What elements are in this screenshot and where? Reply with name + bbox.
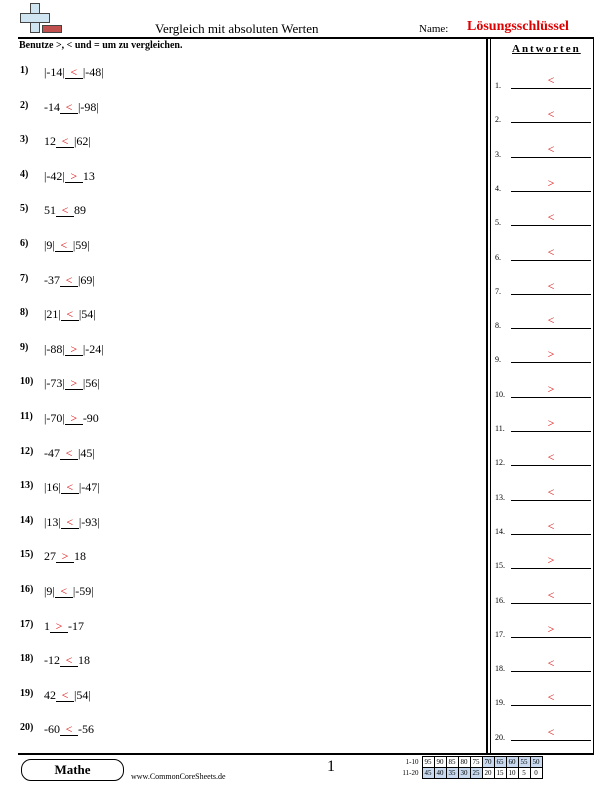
problem-number: 10) <box>20 376 34 388</box>
problem-number: 8) <box>20 307 29 319</box>
answer-number: 6. <box>495 252 501 262</box>
answer-value: < <box>547 107 555 122</box>
answer-line <box>511 568 591 569</box>
answer-number: 19. <box>495 698 505 708</box>
problem-left-value: 1 <box>44 618 50 633</box>
answer-value: > <box>547 175 555 190</box>
problem-number: 11) <box>20 411 33 422</box>
answer-line <box>511 191 591 192</box>
problem-left-value: |-42| <box>44 168 65 183</box>
problem-answer-blank: < <box>60 274 78 287</box>
site-url: www.CommonCoreSheets.de <box>131 772 226 781</box>
problem-number: 18) <box>20 653 34 665</box>
problem-right-value: |62| <box>74 134 91 149</box>
problem-expression <box>44 480 100 495</box>
answer-line <box>511 431 591 432</box>
problem-left-value: 51 <box>44 203 56 218</box>
answer-value: > <box>547 347 555 362</box>
answer-line <box>511 122 591 123</box>
plus-minus-logo-icon <box>18 3 62 37</box>
score-cell: 50 <box>530 757 542 768</box>
subject-badge: Mathe <box>21 759 124 781</box>
problem-right-value: 18 <box>74 549 86 564</box>
header-divider <box>18 37 594 39</box>
answer-value: < <box>547 724 555 739</box>
problem-expression <box>44 169 95 184</box>
problem-answer-blank: < <box>60 654 78 667</box>
answer-number: 17. <box>495 629 505 639</box>
answer-value: < <box>547 690 555 705</box>
problem-number: 5) <box>20 203 29 215</box>
answer-number: 9. <box>495 355 501 365</box>
answer-value: > <box>547 621 555 636</box>
problem-right-value: |69| <box>78 272 95 287</box>
problem-right-value: |-24| <box>82 341 104 356</box>
problem-right-value: 13 <box>82 168 95 183</box>
problem-number: 19) <box>20 687 34 699</box>
answer-column-divider-inner <box>490 37 491 753</box>
answer-line <box>511 500 591 501</box>
score-row <box>398 757 542 768</box>
score-cell: 25 <box>470 768 482 779</box>
answers-heading: Antworten <box>512 43 581 55</box>
problem-answer-blank: < <box>61 481 79 494</box>
answer-number: 4. <box>495 183 501 193</box>
score-cell: 10 <box>506 768 518 779</box>
problem-number: 12) <box>20 445 34 457</box>
problem-expression <box>44 238 90 253</box>
answer-number: 12. <box>495 458 505 468</box>
score-cell: 65 <box>494 757 506 768</box>
problem-right-value: |54| <box>78 307 96 322</box>
problem-number: 4) <box>20 168 29 180</box>
score-cell: 90 <box>434 757 446 768</box>
answer-number: 5. <box>495 218 501 228</box>
name-label: Name: <box>419 23 449 35</box>
problem-left-value: |-88| <box>44 341 65 356</box>
problem-right-value: |-48| <box>82 65 104 79</box>
problem-expression <box>44 134 91 149</box>
score-range-label: 11-20 <box>402 769 419 777</box>
problem-left-value: |9| <box>44 584 55 598</box>
score-cell: 95 <box>422 757 434 768</box>
answer-value: < <box>547 656 555 671</box>
problem-left-value: -12 <box>44 653 60 668</box>
score-cell: 5 <box>518 768 530 779</box>
answer-number: 14. <box>495 526 505 536</box>
answer-value: < <box>547 73 555 87</box>
answer-key-label: Lösungsschlüssel <box>467 19 569 34</box>
answer-number: 15. <box>495 561 505 571</box>
answer-value: < <box>547 484 555 499</box>
answer-value: > <box>547 416 555 430</box>
score-cell: 45 <box>422 768 434 779</box>
score-cell: 85 <box>446 757 458 768</box>
score-cell: 75 <box>470 757 482 768</box>
problem-left-value: 12 <box>44 134 56 149</box>
problem-left-value: -14 <box>44 99 60 114</box>
problem-expression <box>44 584 94 599</box>
footer-divider <box>18 753 594 755</box>
score-cell: 55 <box>518 757 530 768</box>
problem-expression <box>44 722 94 737</box>
problem-expression <box>44 653 90 668</box>
problem-left-value: |21| <box>44 307 61 322</box>
answer-value: > <box>547 381 555 396</box>
answer-line <box>511 260 591 261</box>
answer-number: 13. <box>495 492 505 502</box>
answer-number: 18. <box>495 664 505 674</box>
problem-number: 15) <box>20 549 34 561</box>
problem-expression <box>44 65 104 80</box>
problem-right-value: |56| <box>82 376 100 391</box>
answer-number: 10. <box>495 389 505 399</box>
answer-value: < <box>547 313 555 328</box>
problem-expression <box>44 100 99 115</box>
answer-line <box>511 225 591 226</box>
problem-answer-blank: > <box>65 170 83 183</box>
problem-expression <box>44 549 86 564</box>
problem-right-value: |-59| <box>72 584 94 598</box>
answer-line <box>511 534 591 535</box>
problem-expression <box>44 376 100 391</box>
problem-right-value: |59| <box>72 238 90 252</box>
answer-line <box>511 603 591 604</box>
problem-right-value: |-93| <box>78 514 100 529</box>
problem-answer-blank: < <box>60 101 78 114</box>
problem-right-value: -17 <box>68 618 84 633</box>
problem-answer-blank: > <box>65 343 83 356</box>
answer-value: < <box>547 587 555 602</box>
problem-number: 7) <box>20 272 29 284</box>
problem-answer-blank: < <box>55 585 73 598</box>
answer-number: 3. <box>495 149 501 159</box>
answer-value: < <box>547 450 555 465</box>
answer-line <box>511 705 591 706</box>
score-cell: 35 <box>446 768 458 779</box>
problem-answer-blank: < <box>56 204 74 217</box>
answer-number: 7. <box>495 286 501 296</box>
answer-line <box>511 637 591 638</box>
problem-answer-blank: < <box>60 723 78 736</box>
problem-number: 2) <box>20 99 29 111</box>
score-cell: 30 <box>458 768 470 779</box>
score-cell: 80 <box>458 757 470 768</box>
problem-number: 20) <box>20 722 34 734</box>
instructions: Benutze >, < und = um zu vergleichen. <box>19 40 183 51</box>
problem-answer-blank: < <box>55 239 73 252</box>
answer-line <box>511 294 591 295</box>
problem-number: 14) <box>20 514 34 526</box>
problem-number: 9) <box>20 341 29 353</box>
problem-left-value: -60 <box>44 722 60 737</box>
answer-number: 8. <box>495 321 501 331</box>
answer-value: < <box>547 244 555 259</box>
problem-expression <box>44 411 99 426</box>
score-cell: 20 <box>482 768 494 779</box>
problem-number: 6) <box>20 238 29 249</box>
answer-number: 16. <box>495 595 505 605</box>
answer-value: > <box>547 553 555 568</box>
problem-left-value: |-73| <box>44 376 65 391</box>
problem-right-value: |54| <box>74 687 91 702</box>
problem-left-value: |9| <box>44 238 55 252</box>
problem-right-value: 18 <box>78 653 90 668</box>
answer-value: < <box>547 518 555 533</box>
problem-expression <box>44 307 96 322</box>
problem-answer-blank: < <box>65 66 83 79</box>
answer-line <box>511 671 591 672</box>
problem-right-value: |45| <box>78 445 95 460</box>
answer-column-divider <box>486 37 488 753</box>
score-cell: 15 <box>494 768 506 779</box>
problem-answer-blank: < <box>56 689 74 702</box>
problem-right-value: -56 <box>78 722 94 737</box>
score-cell: 60 <box>506 757 518 768</box>
answer-number: 20. <box>495 732 505 742</box>
score-cell: 70 <box>482 757 494 768</box>
problem-expression <box>44 515 100 530</box>
problem-left-value: |16| <box>44 480 61 495</box>
problem-expression <box>44 619 84 634</box>
score-table <box>398 756 543 779</box>
problem-expression <box>44 273 95 288</box>
problem-answer-blank: > <box>65 412 83 425</box>
score-row <box>398 768 542 779</box>
problem-left-value: 42 <box>44 687 56 702</box>
score-range-label: 1-10 <box>405 758 419 766</box>
answer-line <box>511 397 591 398</box>
problem-number: 17) <box>20 618 34 630</box>
answer-value: < <box>547 278 555 293</box>
problem-right-value: -90 <box>82 411 99 425</box>
answer-line <box>511 328 591 329</box>
problem-right-value: |-98| <box>78 99 99 114</box>
answer-column-right-border <box>593 37 594 753</box>
answer-number: 2. <box>495 115 501 125</box>
problem-answer-blank: < <box>60 447 78 460</box>
problem-number: 1) <box>20 65 29 76</box>
problem-answer-blank: < <box>61 308 79 321</box>
problem-left-value: -37 <box>44 272 60 287</box>
answer-line <box>511 740 591 741</box>
problem-expression <box>44 446 95 461</box>
problem-answer-blank: < <box>56 135 74 148</box>
answer-line <box>511 362 591 363</box>
problem-number: 13) <box>20 480 34 492</box>
problem-expression <box>44 342 104 357</box>
answer-value: < <box>547 210 555 225</box>
problem-expression <box>44 203 86 218</box>
problem-answer-blank: > <box>65 377 83 390</box>
problem-left-value: |-14| <box>44 65 65 79</box>
problem-number: 3) <box>20 134 29 146</box>
answer-value: < <box>547 141 555 156</box>
problem-left-value: 27 <box>44 549 56 564</box>
problem-number: 16) <box>20 584 34 595</box>
worksheet-title: Vergleich mit absoluten Werten <box>155 21 319 36</box>
problem-answer-blank: > <box>56 550 74 563</box>
problem-left-value: |-70| <box>44 411 65 425</box>
problem-right-value: |-47| <box>78 480 100 495</box>
problem-expression <box>44 688 91 703</box>
answer-number: 1. <box>495 81 501 90</box>
problem-left-value: |13| <box>44 514 61 529</box>
problem-answer-blank: > <box>50 620 68 633</box>
problem-left-value: -47 <box>44 445 60 460</box>
problem-answer-blank: < <box>61 516 79 529</box>
score-cell: 0 <box>530 768 542 779</box>
score-cell: 40 <box>434 768 446 779</box>
answer-line <box>511 88 591 89</box>
answer-line <box>511 465 591 466</box>
answer-number: 11. <box>495 424 505 433</box>
page-number: 1 <box>327 758 335 775</box>
problem-right-value: 89 <box>74 203 86 218</box>
answer-line <box>511 157 591 158</box>
